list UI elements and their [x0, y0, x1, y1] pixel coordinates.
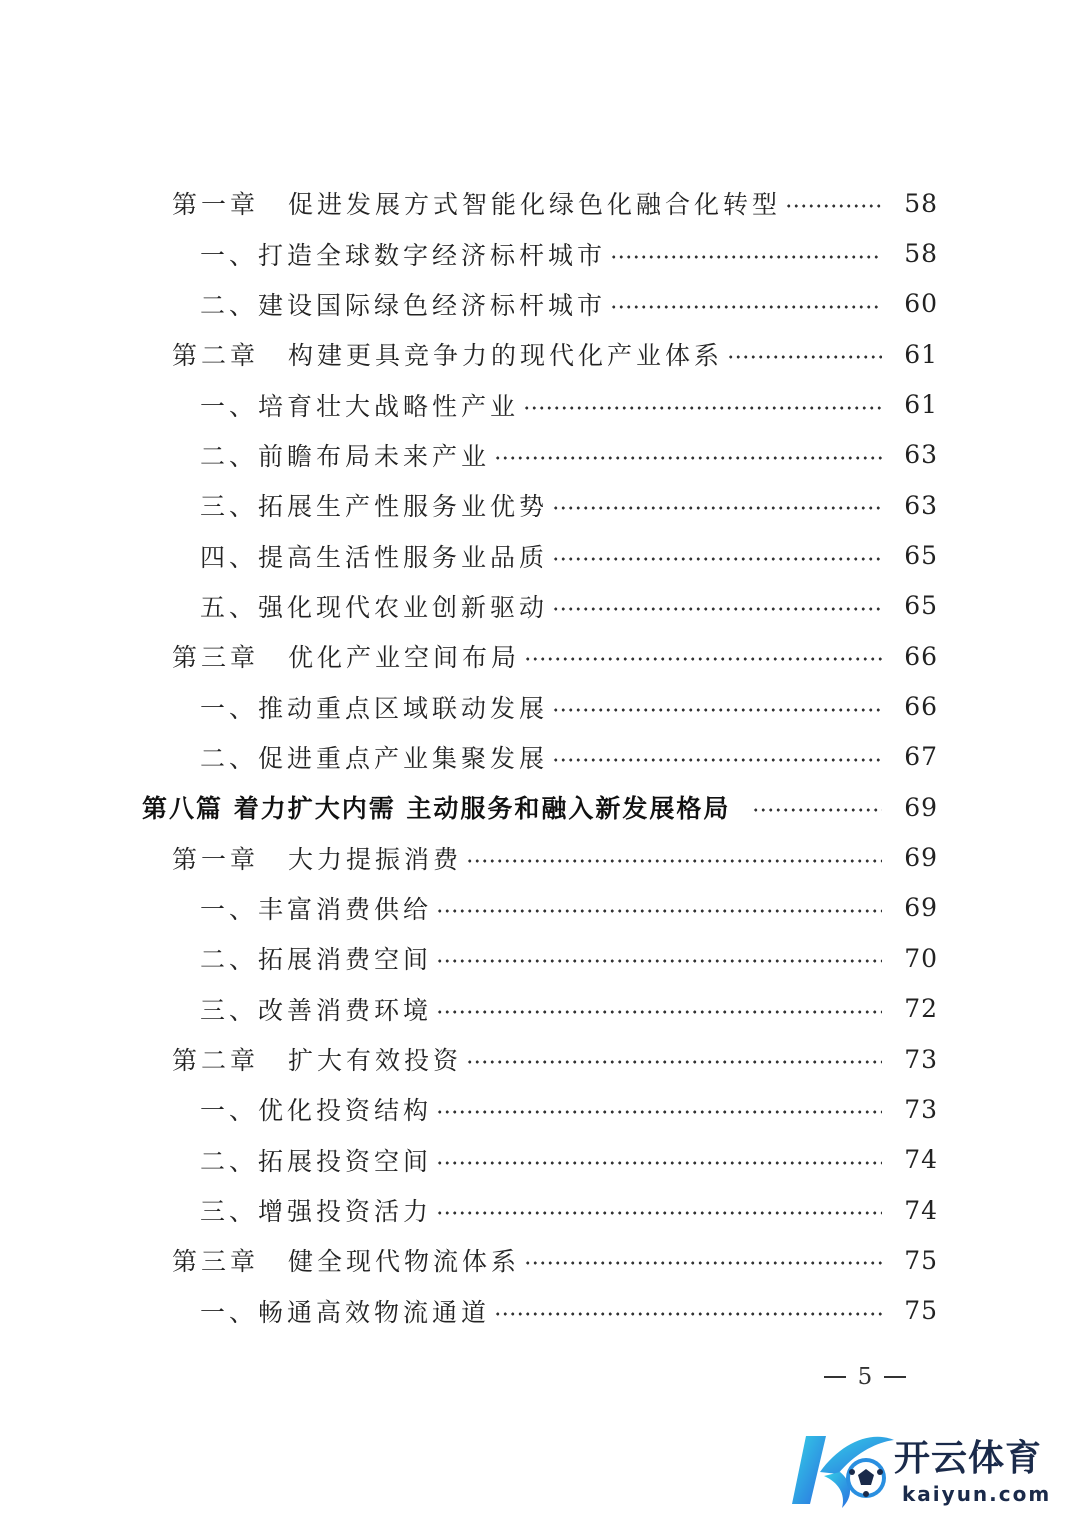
toc-entry-page-number: 74 — [904, 1145, 938, 1175]
toc-entry-page-number: 70 — [904, 943, 938, 973]
toc-entry-page-number: 63 — [904, 440, 938, 470]
toc-entry-section[interactable] — [0, 984, 1080, 1034]
toc-dot-leader — [552, 557, 882, 561]
toc-entry-section[interactable] — [0, 1135, 1080, 1185]
toc-entry-section[interactable] — [0, 581, 1080, 631]
toc-dot-leader — [466, 859, 882, 863]
toc-dot-leader — [552, 607, 882, 611]
toc-entry-title: 二、建设国际绿色经济标杆城市 — [200, 290, 607, 320]
toc-dot-leader — [466, 1060, 882, 1064]
toc-entry-page-number: 75 — [904, 1296, 938, 1326]
toc-entry-section[interactable] — [0, 732, 1080, 782]
toc-dot-leader — [727, 355, 882, 359]
toc-dot-leader — [524, 1261, 882, 1265]
toc-entry-page-number: 65 — [904, 591, 938, 621]
brand-watermark — [790, 1422, 1070, 1514]
toc-dot-leader — [552, 758, 882, 762]
toc-entry-page-number: 69 — [904, 843, 938, 873]
toc-entry-title: 第三章 优化产业空间布局 — [172, 643, 521, 673]
toc-entry-page-number: 60 — [904, 289, 938, 319]
toc-dot-leader — [436, 959, 882, 963]
toc-entry-title: 一、优化投资结构 — [200, 1096, 433, 1126]
toc-entry-page-number: 58 — [904, 188, 938, 218]
toc-entry-page-number: 73 — [904, 1044, 938, 1074]
toc-entry-section[interactable] — [0, 1084, 1080, 1134]
toc-entry-page-number: 66 — [904, 641, 938, 671]
toc-entry-section[interactable] — [0, 1286, 1080, 1336]
toc-dot-leader — [552, 506, 882, 510]
toc-entry-chapter[interactable] — [0, 631, 1080, 681]
toc-entry-title: 二、拓展消费空间 — [200, 945, 433, 975]
toc-entry-title: 二、促进重点产业集聚发展 — [200, 743, 549, 773]
toc-entry-section[interactable] — [0, 933, 1080, 983]
toc-entry-title: 一、丰富消费供给 — [200, 894, 433, 924]
toc-entry-title: 一、培育壮大战略性产业 — [200, 391, 520, 421]
toc-entry-page-number: 69 — [904, 893, 938, 923]
toc-entry-title: 五、强化现代农业创新驱动 — [200, 592, 549, 622]
footer-dash-left — [824, 1376, 846, 1378]
toc-entry-chapter[interactable] — [0, 832, 1080, 882]
toc-entry-section[interactable] — [0, 228, 1080, 278]
toc-entry-title: 三、增强投资活力 — [200, 1197, 433, 1227]
toc-entry-page-number: 73 — [904, 1094, 938, 1124]
toc-dot-leader — [436, 1211, 882, 1215]
toc-entry-title: 一、畅通高效物流通道 — [200, 1297, 491, 1327]
toc-entry-page-number: 66 — [904, 692, 938, 722]
toc-entry-title: 第一章 促进发展方式智能化绿色化融合化转型 — [172, 190, 782, 220]
toc-entry-title: 三、改善消费环境 — [200, 995, 433, 1025]
toc-entry-section[interactable] — [0, 480, 1080, 530]
toc-dot-leader — [785, 204, 882, 208]
toc-entry-section[interactable] — [0, 681, 1080, 731]
toc-entry-page-number: 74 — [904, 1195, 938, 1225]
toc-entry-section[interactable] — [0, 883, 1080, 933]
toc-entry-section[interactable] — [0, 279, 1080, 329]
toc-dot-leader — [436, 909, 882, 913]
toc-dot-leader — [436, 1110, 882, 1114]
toc-dot-leader — [610, 305, 882, 309]
toc-entry-chapter[interactable] — [0, 1235, 1080, 1285]
toc-entry-title: 第二章 扩大有效投资 — [172, 1046, 463, 1076]
toc-dot-leader — [436, 1010, 882, 1014]
toc-entry-page-number: 61 — [904, 390, 938, 420]
toc-entry-title: 第二章 构建更具竞争力的现代化产业体系 — [172, 341, 724, 371]
toc-entry-title: 一、打造全球数字经济标杆城市 — [200, 240, 607, 270]
footer-dash-right — [884, 1376, 906, 1378]
toc-entry-title: 第八篇 着力扩大内需 主动服务和融入新发展格局 — [142, 794, 731, 824]
brand-url: kaiyun.com — [902, 1482, 1052, 1506]
toc-dot-leader — [752, 808, 882, 812]
toc-dot-leader — [436, 1161, 882, 1165]
toc-entry-section[interactable] — [0, 1185, 1080, 1235]
toc-dot-leader — [494, 1312, 882, 1316]
toc-entry-section[interactable] — [0, 430, 1080, 480]
toc-entry-page-number: 72 — [904, 994, 938, 1024]
toc-entry-chapter[interactable] — [0, 329, 1080, 379]
toc-entry-part[interactable] — [0, 782, 1080, 832]
brand-name: 开云体育 — [894, 1438, 1043, 1479]
toc-dot-leader — [523, 406, 882, 410]
toc-entry-page-number: 75 — [904, 1245, 938, 1275]
toc-entry-title: 四、提高生活性服务业品质 — [200, 542, 549, 572]
toc-entry-page-number: 58 — [904, 239, 938, 269]
toc-entry-page-number: 69 — [904, 792, 938, 822]
toc-entry-chapter[interactable] — [0, 1034, 1080, 1084]
toc-entry-section[interactable] — [0, 379, 1080, 429]
toc-entry-section[interactable] — [0, 530, 1080, 580]
toc-entry-page-number: 67 — [904, 742, 938, 772]
toc-entry-page-number: 63 — [904, 490, 938, 520]
toc-entry-title: 第一章 大力提振消费 — [172, 844, 463, 874]
toc-entry-page-number: 61 — [904, 339, 938, 369]
table-of-contents — [0, 178, 1080, 1336]
toc-entry-chapter[interactable] — [0, 178, 1080, 228]
toc-entry-title: 一、推动重点区域联动发展 — [200, 693, 549, 723]
brand-logo-icon — [790, 1422, 900, 1514]
page-footer — [800, 1362, 930, 1392]
toc-entry-title: 第三章 健全现代物流体系 — [172, 1247, 521, 1277]
toc-entry-title: 二、前瞻布局未来产业 — [200, 441, 491, 471]
toc-entry-page-number: 65 — [904, 541, 938, 571]
toc-dot-leader — [524, 657, 882, 661]
toc-entry-title: 二、拓展投资空间 — [200, 1146, 433, 1176]
toc-entry-title: 三、拓展生产性服务业优势 — [200, 492, 549, 522]
page-number: 5 — [857, 1364, 873, 1390]
toc-dot-leader — [494, 456, 882, 460]
toc-dot-leader — [610, 255, 882, 259]
toc-dot-leader — [552, 708, 882, 712]
